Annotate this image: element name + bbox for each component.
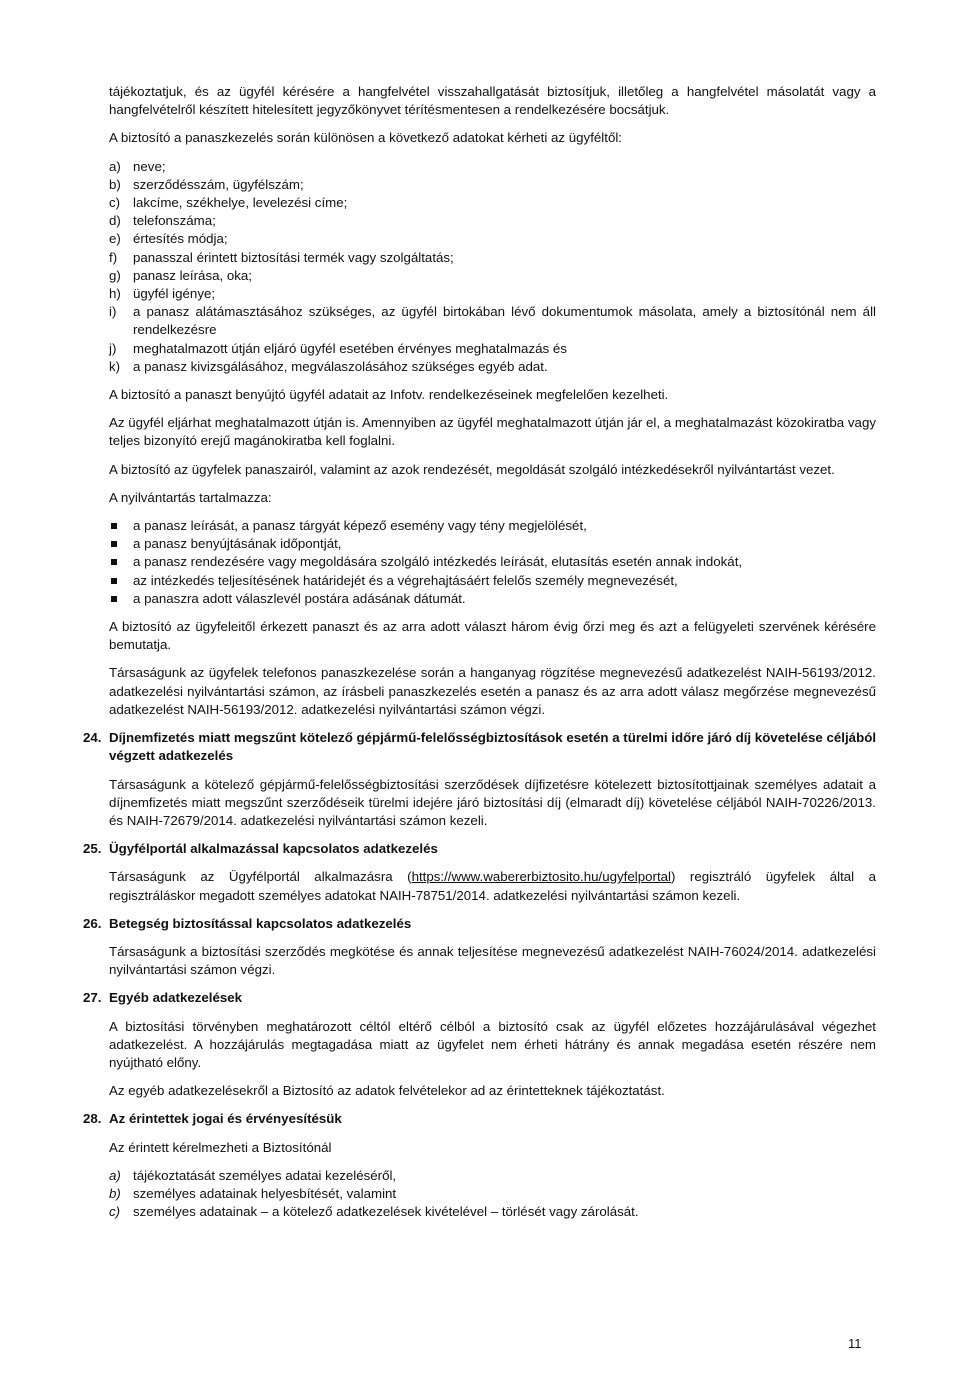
square-bullet-icon [111,541,117,547]
paragraph: A nyilvántartás tartalmazza: [109,489,272,505]
paragraph: tájékoztatjuk, és az ügyfél kérésére a hangfelvétel visszahallgatását biztosítjuk, illetőleg a hangfelvétel másolatát vagy a hangfelvételről készített hitelesített jegyzőkönyvet térítésmentesen a rendelkezésére bocsátjuk. [109,84,876,118]
paragraph: A biztosítási törvényben meghatározott céltól eltérő célból a biztosító csak az ügyfél előzetes hozzájárulásával végezhet adatkezelést. A hozzájárulás megtagadása miatt az ügyfelet nem érheti hátrány és annak megadása esetén részére nem nyújtható előny. [109,1018,876,1070]
square-bullet-icon [111,578,117,584]
data-list [109,158,876,376]
square-bullet-icon [111,596,117,602]
paragraph: A biztosító a panaszkezelés során különösen a következő adatokat kérheti az ügyféltől: [109,130,622,146]
square-bullet-icon [111,559,117,565]
section-heading-25: 25. Ügyfélportál alkalmazással kapcsolatos adatkezelés [83,841,438,857]
list-item: k) a panasz kivizsgálásához, megválaszolásához szükséges egyéb adat. [109,358,548,374]
paragraph: Társaságunk az Ügyfélportál alkalmazásra (https://www.wabererbiztosito.hu/ugyfelportal) regisztráló ügyfelek által a regisztráláskor megadott személyes adatokat NAIH-78751/2014. adatkezelési nyilvántartási számon kezeli. [109,869,876,903]
paragraph: Az érintett kérelmezheti a Biztosítónál [109,1139,332,1155]
document-page [83,83,877,1221]
list-item: a panasz rendezésére vagy megoldására szolgáló intézkedés leírását, elutasítás esetén annak indokát, [109,553,876,571]
section-heading-27: 27. Egyéb adatkezelések [83,990,243,1006]
rights-list [109,1167,876,1222]
section-heading-24: 24. Díjnemfizetés miatt megszűnt kötelező gépjármű-felelősségbiztosítások esetén a türelmi időre járó díj követelése céljából végzett adatkezelés [83,730,877,764]
paragraph: A biztosító az ügyfelek panaszairól, valamint az azok rendezését, megoldását szolgáló intézkedésekről nyilvántartást vezet. [109,461,835,477]
paragraph: Társaságunk az ügyfelek telefonos panaszkezelése során a hanganyag rögzítése megnevezésű adatkezelést NAIH-56193/2012. adatkezelési nyilvántartási számon, az írásbeli panaszkezelés esetén a panasz és az arra adott válasz megőrzése megnevezésű adatkezelést NAIH-56193/2012. adatkezelési nyilvántartási számon végzi. [109,665,876,717]
list-item: a) tájékoztatását személyes adatai kezeléséről, [109,1167,397,1183]
list-item: a) neve; [109,158,166,174]
list-item: e) értesítés módja; [109,231,228,247]
list-item: b) személyes adatainak helyesbítését, valamint [109,1185,397,1201]
list-item: a panasz leírását, a panasz tárgyát képező esemény vagy tény megjelölését, [109,517,876,535]
paragraph: Társaságunk a biztosítási szerződés megkötése és annak teljesítése megnevezésű adatkezelést NAIH-76024/2014. adatkezelési nyilvántartási számon végzi. [109,943,876,978]
list-item: g) panasz leírása, oka; [109,267,253,283]
list-item: c) személyes adatainak – a kötelező adatkezelések kivételével – törlését vagy zárolását. [109,1204,639,1220]
list-item: a panaszra adott válaszlevél postára adásának dátumát. [109,590,876,608]
paragraph: A biztosító a panaszt benyújtó ügyfél adatait az Infotv. rendelkezéseinek megfelelően kezelheti. [109,387,669,403]
list-item: h) ügyfél igénye; [109,286,216,302]
list-item: i) a panasz alátámasztásához szükséges, az ügyfél birtokában lévő dokumentumok másolata, amely a biztosítónál nem áll rendelkezésre [109,304,876,338]
square-bullet-icon [111,523,117,529]
paragraph: Az egyéb adatkezelésekről a Biztosító az adatok felvételekor ad az érintetteknek tájékoztatást. [109,1083,665,1099]
paragraph: A biztosító az ügyfeleitől érkezett panaszt és az arra adott választ három évig őrzi meg és azt a felügyeleti szervének kérésére bemutatja. [109,619,876,653]
page-number: 11 [848,1336,862,1351]
section-heading-26: 26. Betegség biztosítással kapcsolatos adatkezelés [83,915,412,931]
list-item: j) meghatalmazott útján eljáró ügyfél esetében érvényes meghatalmazás és [109,340,567,356]
list-item: b) szerződésszám, ügyfélszám; [109,176,304,192]
list-item: f) panasszal érintett biztosítási termék vagy szolgáltatás; [109,249,454,265]
customer-portal-link[interactable]: https://www.wabererbiztosito.hu/ugyfelportal [411,869,671,885]
register-contents-list [109,517,876,608]
section-heading-28: 28. Az érintettek jogai és érvényesítésük [83,1111,342,1127]
paragraph: Az ügyfél eljárhat meghatalmazott útján is. Amennyiben az ügyfél meghatalmazott útján jár el, a meghatalmazást közokiratba vagy teljes bizonyító erejű magánokiratba kell foglalni. [109,415,876,449]
list-item: a panasz benyújtásának időpontját, [109,535,876,553]
list-item: d) telefonszáma; [109,213,216,229]
list-item: az intézkedés teljesítésének határidejét és a végrehajtásáért felelős személy megnevezését, [109,572,876,590]
paragraph: Társaságunk a kötelező gépjármű-felelősségbiztosítási szerződések díjfizetésre kötelezett biztosítottjainak személyes adatait a díjnemfizetés miatt megszűnt szerződéseik türelmi idejére járó biztosítási díj (elmaradt díj) követelése céljából NAIH-70226/2013. és NAIH-72679/2014. adatkezelési nyilvántartási számon kezeli. [109,776,876,828]
list-item: c) lakcíme, székhelye, levelezési címe; [109,195,348,211]
